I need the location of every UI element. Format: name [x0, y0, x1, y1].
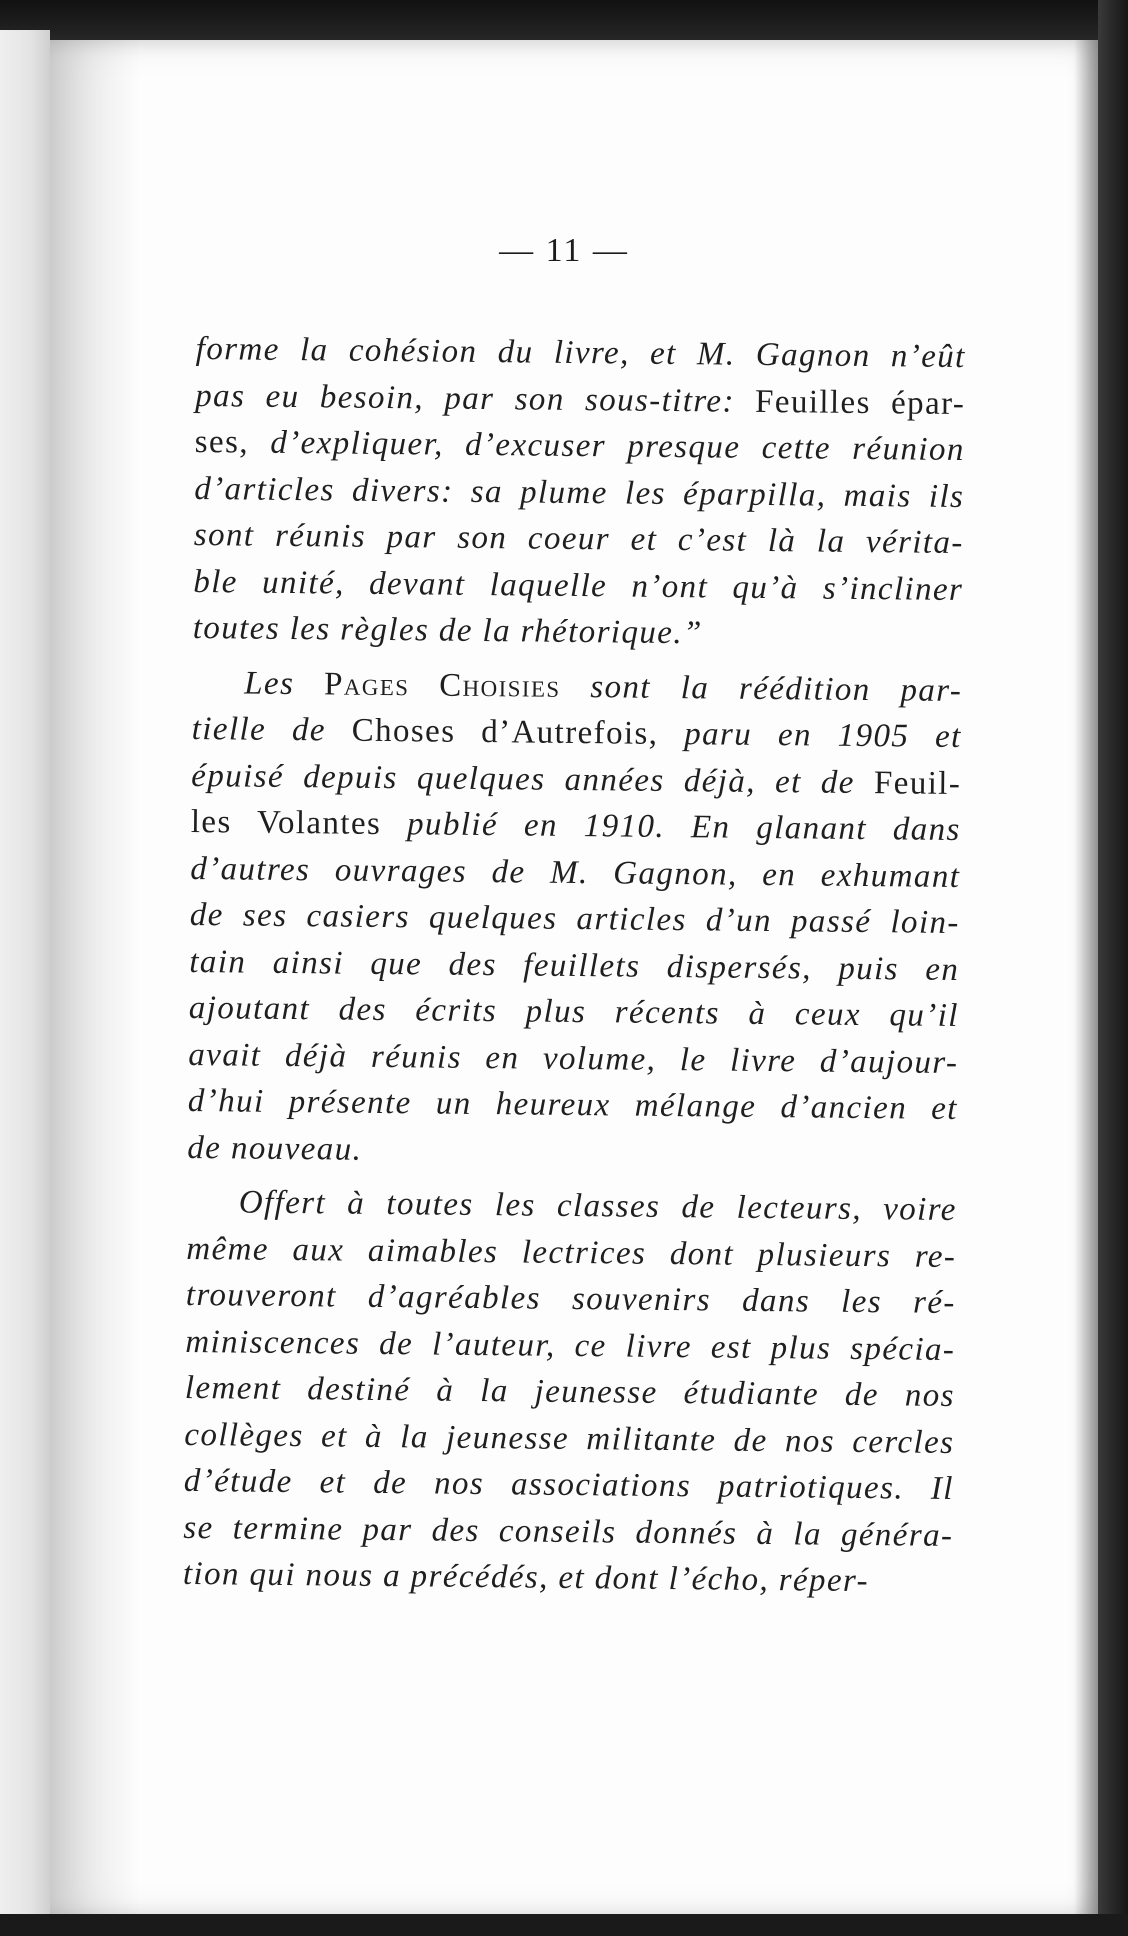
- text-run: paru en 1905 et: [658, 715, 962, 756]
- text-line: [184, 1411, 954, 1466]
- text-run: se termine par des conseils donnés à la généra-: [183, 1509, 954, 1554]
- page-number: — 11 —: [499, 232, 629, 269]
- text-run: collèges et à la jeunesse militante de nos cercles: [184, 1416, 955, 1461]
- text-run: Feuilles épar-: [754, 383, 966, 422]
- text-run: Choses d’Autrefois,: [351, 712, 659, 752]
- text-run: tion qui nous a précédés, et dont l’écho, réper-: [182, 1555, 870, 1600]
- text-run: d’autres ouvrages de M. Gagnon, en exhumant: [190, 850, 961, 895]
- text-run: lement destiné à la jeunesse étudiante de nos: [184, 1369, 956, 1415]
- text-run: Feuil-: [873, 764, 962, 802]
- text-run: ses,: [194, 423, 271, 461]
- scan-bottom-border: [0, 1914, 1128, 1936]
- text-run: de ses casiers quelques articles d’un passé loin-: [189, 896, 960, 942]
- text-line: [191, 752, 961, 807]
- text-run: épuisé depuis quelques années déjà, et de: [191, 757, 875, 801]
- text-line: [194, 465, 964, 520]
- paragraph: [187, 659, 962, 1179]
- text-line: [183, 1504, 953, 1559]
- text-line: [190, 892, 960, 947]
- paragraph: [193, 326, 966, 660]
- text-line: [195, 372, 965, 427]
- text-line: [192, 706, 962, 761]
- text-run: miniscences de l’auteur, ce livre est plus spécia-: [185, 1323, 956, 1368]
- text-line: [188, 1078, 958, 1133]
- text-line: [187, 1179, 957, 1234]
- text-run: toutes les règles de la rhétorique.”: [192, 609, 703, 652]
- text-run: d’hui présente un heureux mélange d’ancien et: [187, 1082, 959, 1128]
- text-run: Offert à toutes les classes de lecteurs, voire: [238, 1184, 957, 1229]
- body-text: [183, 326, 966, 1605]
- page-gutter-shadow: [50, 40, 140, 1918]
- text-run: ble unité, devant laquelle n’ont qu’à s’incliner: [193, 563, 964, 608]
- text-line: [192, 659, 962, 714]
- text-line: [185, 1365, 955, 1420]
- text-run: tielle de: [191, 710, 352, 749]
- text-run: sont réunis par son coeur et c’est là la vérita-: [193, 516, 964, 562]
- text-run: ajoutant des écrits plus récents à ceux qu’il: [188, 989, 960, 1035]
- text-line: [190, 845, 960, 900]
- scan-right-border: [1098, 0, 1128, 1936]
- text-line: [191, 799, 961, 854]
- text-run: tain ainsi que des feuillets dispersés, puis en: [189, 943, 960, 988]
- text-run: d’étude et de nos associations patriotiques. Il: [183, 1462, 955, 1507]
- text-line: [189, 985, 959, 1040]
- page-right-edge-shadow: [1074, 40, 1100, 1918]
- text-line: [195, 419, 965, 474]
- text-run: publié en 1910. En glanant dans: [406, 806, 961, 849]
- text-line: [188, 1031, 958, 1086]
- text-line: [196, 326, 966, 381]
- text-line: [187, 1124, 957, 1179]
- text-line: [193, 605, 963, 660]
- left-page-edge: [0, 30, 50, 1920]
- text-run: Pages Choisies: [323, 665, 561, 705]
- text-run: forme la cohésion du livre, et M. Gagnon n’eût: [195, 330, 966, 376]
- text-line: [189, 938, 959, 993]
- text-run: d’expliquer, d’excuser presque cette réunion: [270, 424, 965, 469]
- text-line: [186, 1225, 956, 1280]
- text-run: Les: [244, 665, 325, 702]
- text-run: trouveront d’agréables souvenirs dans les ré-: [185, 1276, 956, 1322]
- text-run: avait déjà réunis en volume, le livre d’aujour-: [188, 1036, 959, 1081]
- text-line: [186, 1272, 956, 1327]
- text-run: pas eu besoin, par son sous-titre:: [195, 377, 756, 420]
- text-run: même aux aimables lectrices dont plusieurs re-: [186, 1230, 957, 1275]
- text-run: de nouveau.: [187, 1129, 363, 1168]
- text-line: [185, 1318, 955, 1373]
- text-line: [194, 512, 964, 567]
- text-run: les Volantes: [190, 803, 408, 843]
- text-line: [184, 1458, 954, 1513]
- text-line: [183, 1551, 953, 1606]
- text-run: d’articles divers: sa plume les éparpilla, mais ils: [194, 470, 965, 515]
- paragraph: [183, 1179, 957, 1606]
- text-run: sont la réédition par-: [560, 668, 963, 709]
- text-line: [193, 558, 963, 613]
